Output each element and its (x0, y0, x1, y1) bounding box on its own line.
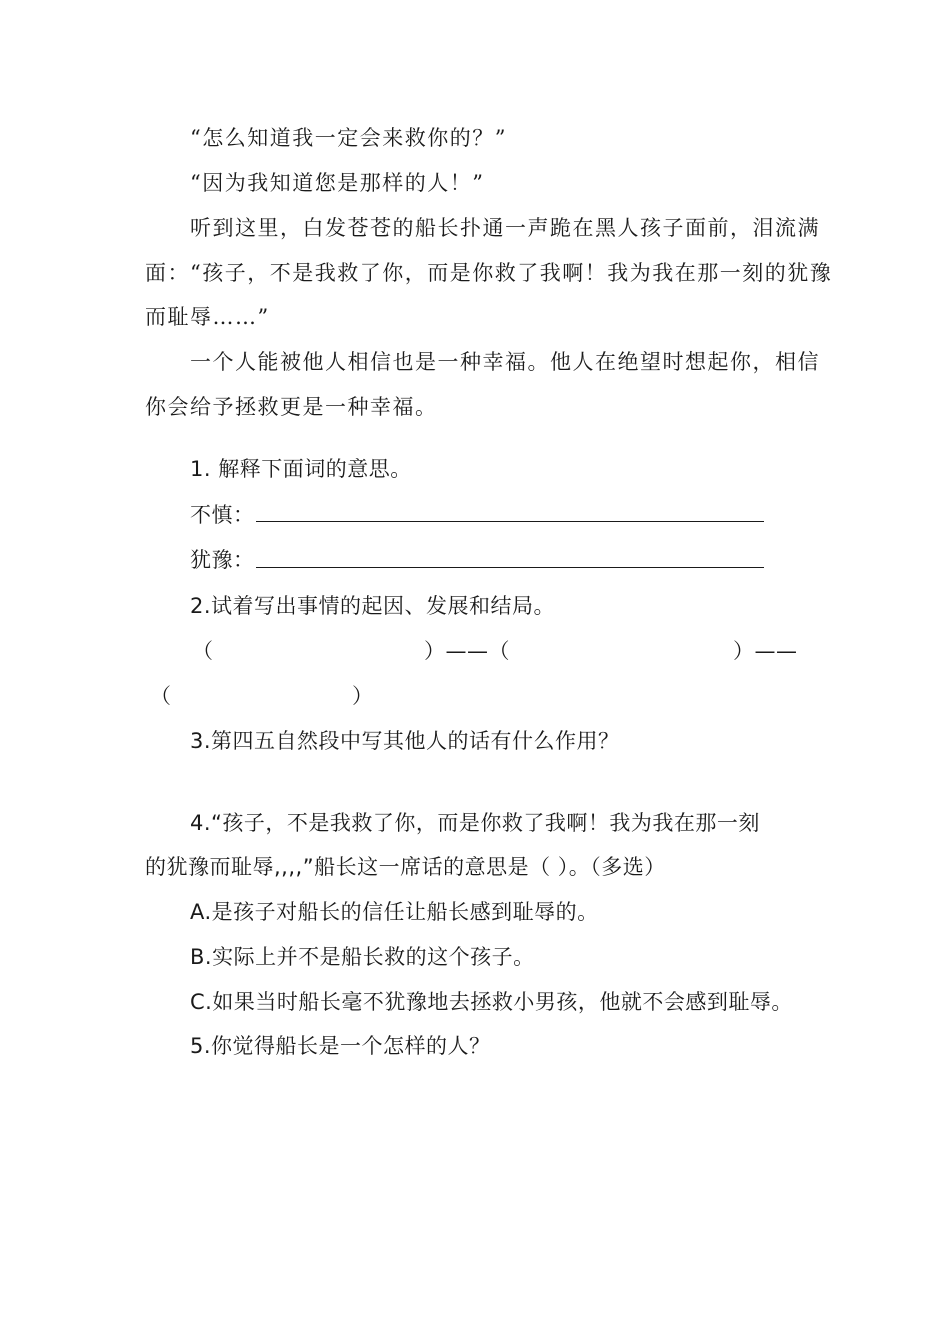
option-b: B.实际上并不是船长救的这个孩子。 (190, 945, 535, 969)
question-3: 3.第四五自然段中写其他人的话有什么作用？ (190, 729, 620, 753)
question-5: 5.你觉得船长是一个怎样的人？ (190, 1034, 491, 1058)
passage-line: 你会给予拯救更是一种幸福。 (145, 395, 438, 419)
option-c: C.如果当时船长毫不犹豫地去拯救小男孩，他就不会感到耻辱。 (190, 990, 793, 1014)
passage-line: 面：“孩子，不是我救了你，而是你救了我啊！我为我在那一刻的犹豫 (145, 261, 833, 285)
answer-paren-close: ） (352, 684, 374, 708)
answer-paren-open: （ (150, 684, 172, 708)
passage-line: “因为我知道您是那样的人！” (190, 171, 485, 195)
question-4: 4.“孩子，不是我救了你，而是你救了我啊！我为我在那一刻 (190, 811, 760, 835)
answer-paren-sep: ）——（ (424, 639, 510, 663)
question-2: 2.试着写出事情的起因、发展和结局。 (190, 594, 556, 618)
answer-blank[interactable] (256, 567, 764, 568)
answer-blank[interactable] (256, 521, 764, 522)
option-a: A.是孩子对船长的信任让船长感到耻辱的。 (190, 900, 599, 924)
passage-line: “怎么知道我一定会来救你的？” (190, 126, 507, 150)
passage-line: 听到这里，白发苍苍的船长扑通一声跪在黑人孩子面前，泪流满 (190, 216, 820, 240)
answer-paren-open: （ (192, 639, 214, 663)
question-4-cont: 的犹豫而耻辱,,,,”船长这一席话的意思是（ ）。（多选） (145, 855, 666, 879)
answer-paren-sep: ）—— (733, 639, 798, 663)
passage-line: 而耻辱……” (145, 305, 270, 329)
word-label: 不慎： (190, 503, 255, 527)
question-1: 1. 解释下面词的意思。 (190, 457, 412, 481)
word-label: 犹豫： (190, 548, 255, 572)
passage-line: 一个人能被他人相信也是一种幸福。他人在绝望时想起你，相信 (190, 350, 820, 374)
